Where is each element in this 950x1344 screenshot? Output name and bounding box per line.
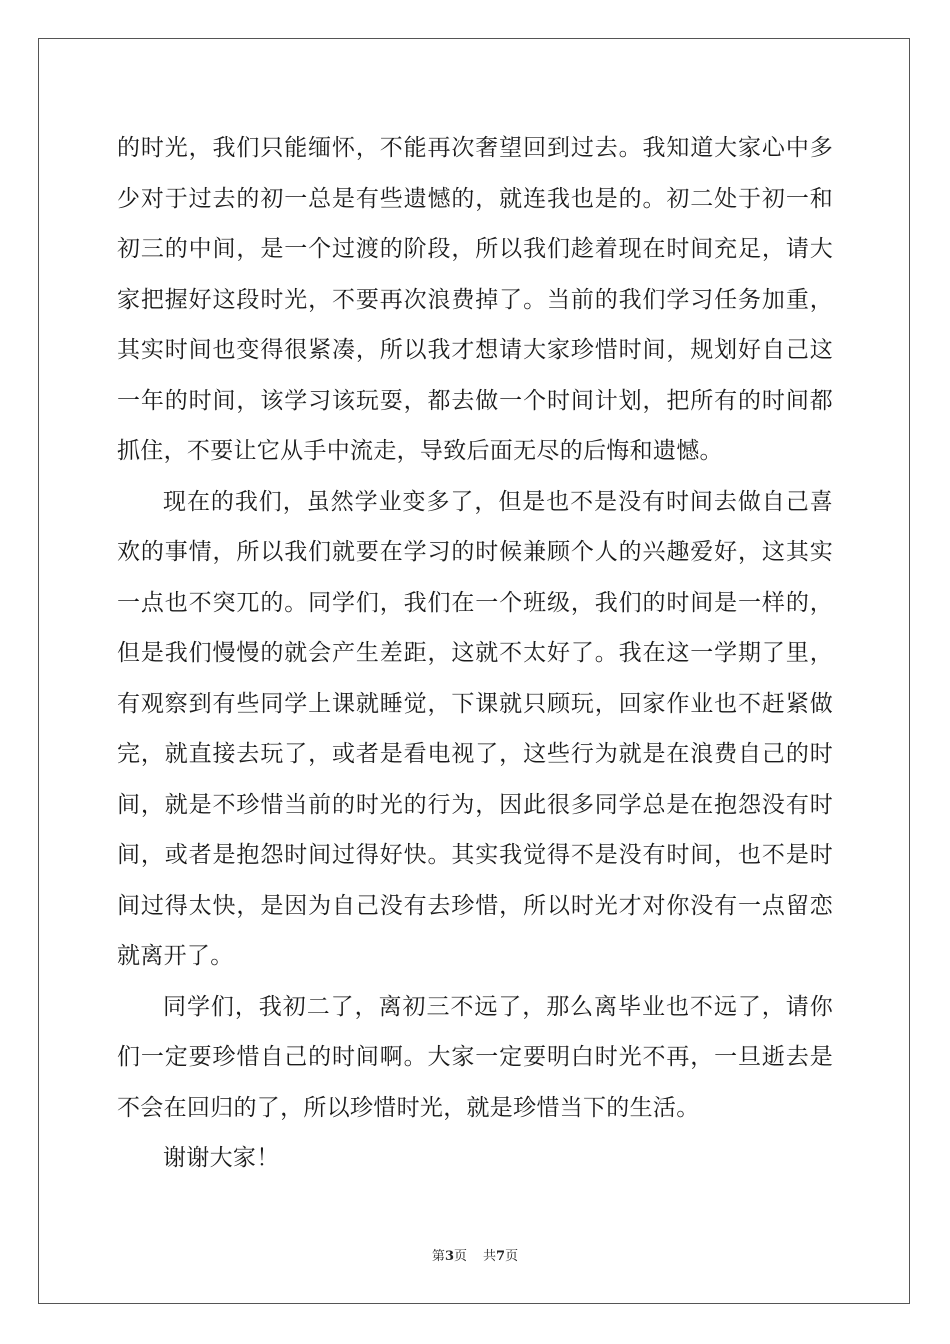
text-line: 间，或者是抱怨时间过得好快。其实我觉得不是没有时间，也不是时	[117, 842, 833, 868]
current-page-number: 3	[444, 1249, 454, 1264]
footer-page-unit: 页	[453, 1249, 467, 1264]
page-footer	[0, 1245, 950, 1264]
text-line: 间过得太快，是因为自己没有去珍惜，所以时光才对你没有一点留恋	[117, 892, 833, 919]
paragraph-4	[117, 1133, 833, 1184]
footer-total-prefix: 共	[483, 1249, 497, 1264]
text-line: 少对于过去的初一总是有些遗憾的，就连我也是的。初二处于初一和	[117, 185, 833, 212]
paragraph-2	[117, 477, 833, 982]
footer-total-unit: 页	[505, 1249, 519, 1264]
text-line: 家把握好这段时光，不要再次浪费掉了。当前的我们学习任务加重，	[117, 286, 833, 313]
text-line: 同学们，我初二了，离初三不远了，那么离毕业也不远了，请你	[163, 993, 833, 1020]
text-line: 有观察到有些同学上课就睡觉，下课就只顾玩，回家作业也不赶紧做	[117, 690, 833, 717]
text-line: 一点也不突兀的。同学们，我们在一个班级，我们的时间是一样的，	[117, 589, 833, 616]
text-line: 初三的中间，是一个过渡的阶段，所以我们趁着现在时间充足，请大	[117, 236, 833, 262]
total-page-number: 7	[496, 1249, 506, 1264]
text-line: 们一定要珍惜自己的时间啊。大家一定要明白时光不再，一旦逝去是	[117, 1044, 833, 1070]
text-line: 现在的我们，虽然学业变多了，但是也不是没有时间去做自己喜	[163, 488, 833, 515]
text-line: 抓住，不要让它从手中流走，导致后面无尽的后悔和遗憾。	[117, 438, 723, 464]
footer-prefix: 第	[431, 1249, 445, 1264]
paragraph-3	[117, 982, 833, 1134]
text-line: 完，就直接去玩了，或者是看电视了，这些行为就是在浪费自己的时	[117, 741, 833, 767]
text-line: 不会在回归的了，所以珍惜时光，就是珍惜当下的生活。	[117, 1094, 700, 1121]
text-line: 一年的时间，该学习该玩耍，都去做一个时间计划，把所有的时间都	[117, 387, 833, 414]
text-line: 欢的事情，所以我们就要在学习的时候兼顾个人的兴趣爱好，这其实	[117, 539, 833, 565]
text-line: 但是我们慢慢的就会产生差距，这就不太好了。我在这一学期了里，	[117, 640, 833, 666]
text-line: 间，就是不珍惜当前的时光的行为，因此很多同学总是在抱怨没有时	[117, 791, 833, 818]
text-line: 的时光，我们只能缅怀，不能再次奢望回到过去。我知道大家心中多	[117, 135, 833, 161]
document-body	[117, 123, 833, 1184]
paragraph-1	[117, 123, 833, 477]
text-line: 谢谢大家！	[163, 1145, 280, 1171]
text-line: 就离开了。	[117, 943, 234, 969]
text-line: 其实时间也变得很紧凑，所以我才想请大家珍惜时间，规划好自己这	[117, 337, 833, 363]
